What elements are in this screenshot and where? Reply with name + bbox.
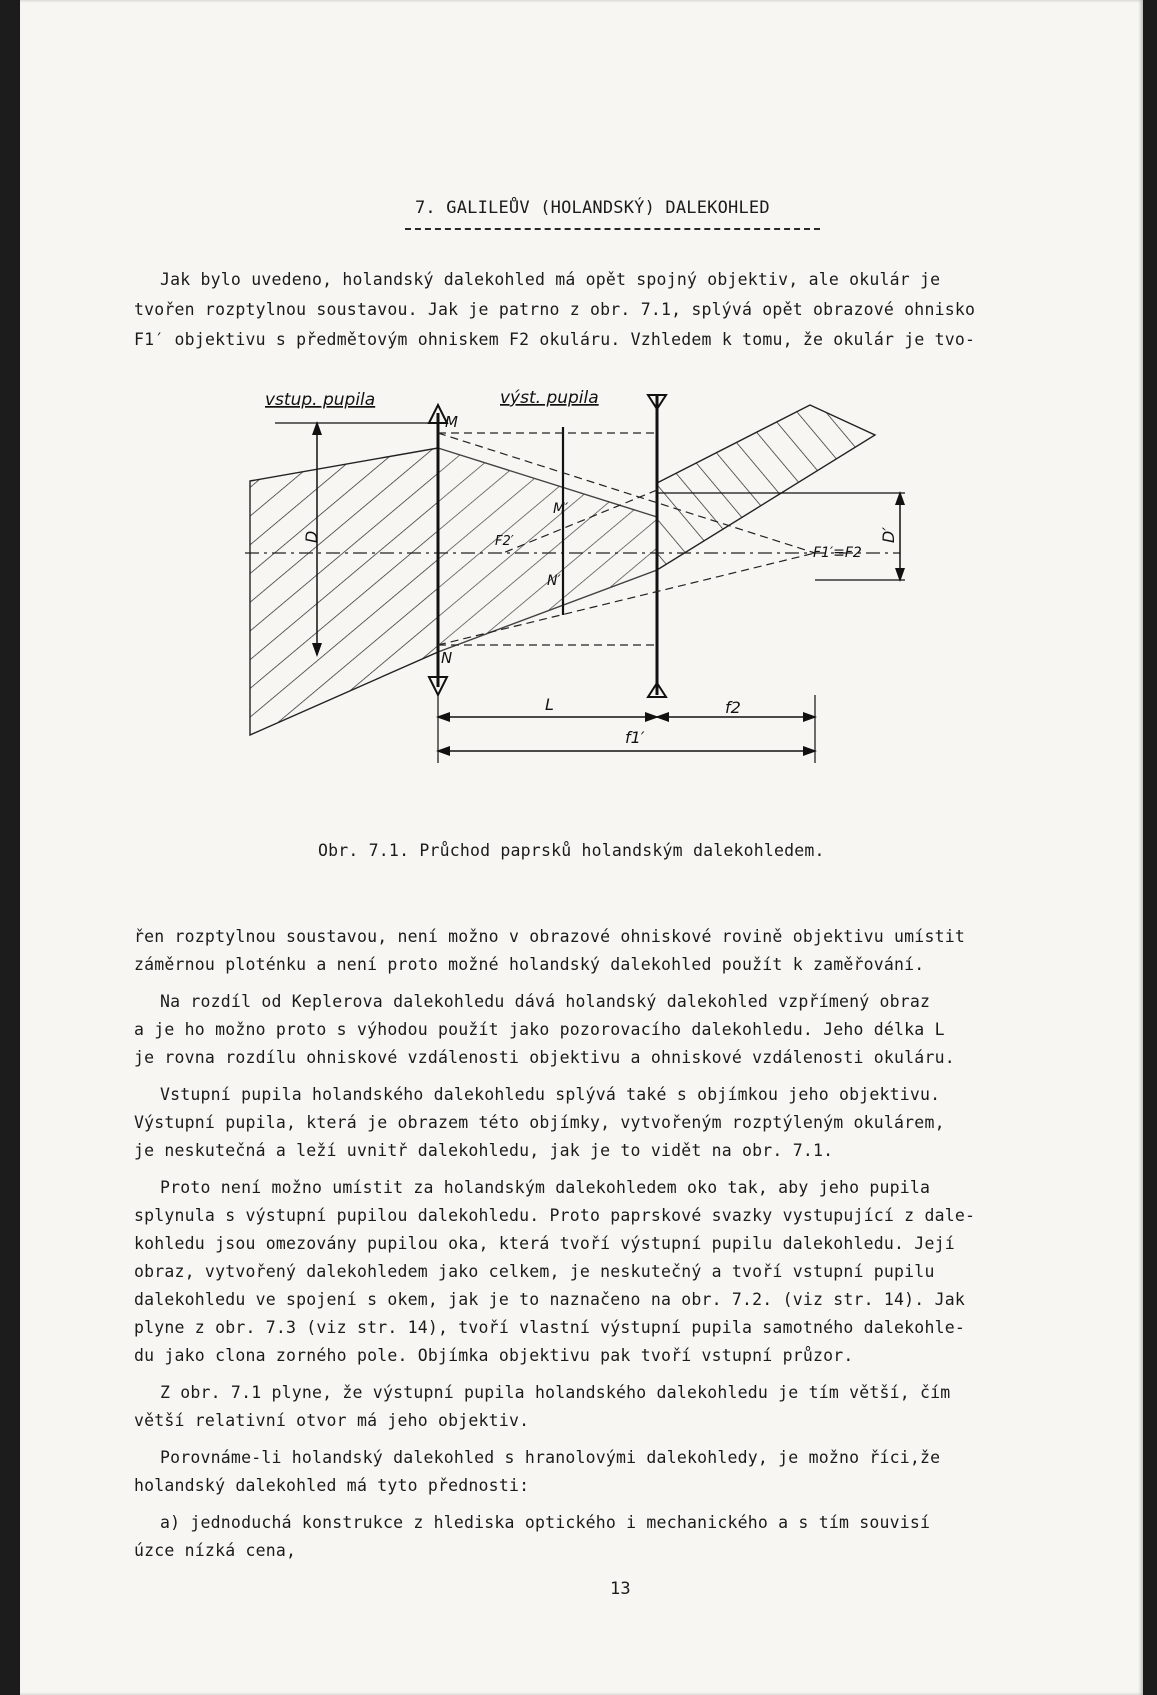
intro-line-3a: objektivu s předmětovým ohniskem	[174, 330, 499, 349]
label-F2-prime: F2′	[495, 534, 514, 549]
para-7-line-1: a) jednoduchá konstrukce z hlediska optického i mechanického a s tím souvisí	[160, 1513, 931, 1532]
page-number: 13	[610, 1579, 631, 1599]
para-4-line-1: Proto není možno umístit za holandským dalekohledem oko tak, aby jeho pupila	[160, 1178, 931, 1197]
para-2-line-2: a je ho možno proto s výhodou použít jako pozorovacího dalekohledu. Jeho délka L	[134, 1020, 945, 1039]
label-focus: F1′≡F2	[813, 545, 862, 561]
intro-line-3	[134, 330, 975, 349]
para-1-line-2: záměrnou ploténku a není proto možné holandský dalekohled použít k zaměřování.	[134, 955, 925, 974]
para-4-line-5: dalekohledu ve spojení s okem, jak je to naznačeno na obr. 7.2. (viz str. 14). Jak	[134, 1290, 965, 1309]
para-4-line-2: splynula s výstupní pupilou dalekohledu. Proto paprskové svazky vystupující z dale-	[134, 1206, 976, 1225]
para-6-line-1: Porovnáme-li holandský dalekohled s hranolovými dalekohledy, je možno říci,že	[160, 1448, 941, 1467]
label-M-prime: M′	[553, 501, 569, 517]
optics-diagram	[245, 388, 975, 835]
page-title: 7. GALILEŮV (HOLANDSKÝ) DALEKOHLED	[415, 198, 770, 218]
para-7-line-2: úzce nízká cena,	[134, 1541, 297, 1560]
symbol-f2: F2	[508, 330, 530, 349]
intro-line-3b: okuláru. Vzhledem k tomu, že okulár je tvo-	[539, 330, 976, 349]
label-N-prime: N′	[547, 573, 561, 589]
para-2-line-1: Na rozdíl od Keplerova dalekohledu dává holandský dalekohled vzpřímený obraz	[160, 992, 931, 1011]
label-f1: f1′	[625, 728, 645, 747]
para-4-line-7: du jako clona zorného pole. Objímka objektivu pak tvoří vstupní průzor.	[134, 1346, 854, 1365]
para-5-line-2: větší relativní otvor má jeho objektiv.	[134, 1411, 530, 1430]
para-3-line-2: Výstupní pupila, která je obrazem této objímky, vytvořeným rozptýleným okulárem,	[134, 1113, 945, 1132]
intro-line-1: Jak bylo uvedeno, holandský dalekohled má opět spojný objektiv, ale okulár je	[160, 270, 941, 289]
label-exit-pupil: výst. pupila	[500, 388, 599, 408]
para-2-line-3: je rovna rozdílu ohniskové vzdálenosti objektivu a ohniskové vzdálenosti okuláru.	[134, 1048, 955, 1067]
para-4-line-4: obraz, vytvořený dalekohledem jako celkem, je neskutečný a tvoří vstupní pupilu	[134, 1262, 935, 1281]
para-3-line-1: Vstupní pupila holandského dalekohledu splývá také s objímkou jeho objektivu.	[160, 1085, 941, 1104]
label-D-prime: D′	[879, 527, 898, 543]
intro-line-2: tvořen rozptylnou soustavou. Jak je patrno z obr. 7.1, splývá opět obrazové ohnisko	[134, 300, 976, 319]
para-4-line-3: kohledu jsou omezovány pupilou oka, která tvoří výstupní pupilu dalekohledu. Její	[134, 1234, 955, 1253]
para-3-line-3: je neskutečná a leží uvnitř dalekohledu, jak je to vidět na obr. 7.1.	[134, 1141, 834, 1160]
para-4-line-6: plyne z obr. 7.3 (viz str. 14), tvoří vlastní výstupní pupila samotného dalekohle-	[134, 1318, 965, 1337]
label-N: N	[441, 649, 453, 667]
para-6-line-2: holandský dalekohled má tyto přednosti:	[134, 1476, 530, 1495]
title-underline	[405, 228, 820, 230]
figure-caption: Obr. 7.1. Průchod paprsků holandským dalekohledem.	[318, 841, 825, 860]
converging-ray-bundle	[438, 448, 657, 652]
para-5-line-1: Z obr. 7.1 plyne, že výstupní pupila holandského dalekohledu je tím větší, čím	[160, 1383, 951, 1402]
label-entry-pupil: vstup. pupila	[265, 390, 376, 410]
label-M: M	[445, 413, 458, 431]
label-L: L	[545, 695, 554, 714]
symbol-f1-prime: F1′	[134, 330, 165, 349]
label-D: D	[302, 530, 321, 543]
incoming-ray-bundle	[250, 448, 438, 735]
label-f2: f2	[725, 698, 741, 717]
document-page	[20, 0, 1143, 1695]
para-1-line-1: řen rozptylnou soustavou, není možno v obrazové ohniskové rovině objektivu umístit	[134, 927, 965, 946]
